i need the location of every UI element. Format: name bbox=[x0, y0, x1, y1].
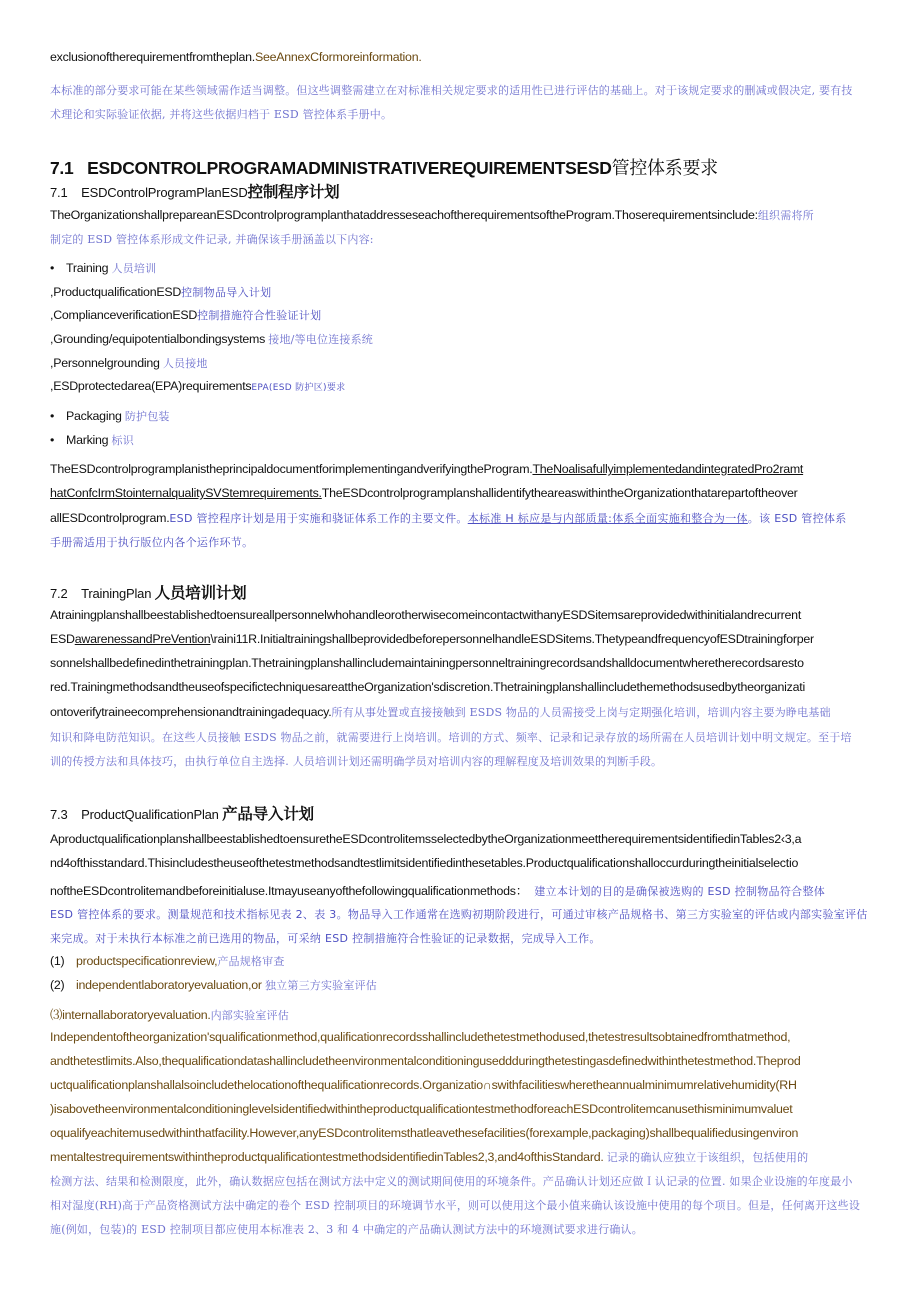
subsection-7-2-number: 7.2 bbox=[50, 586, 68, 601]
bullet-marker: • bbox=[50, 409, 55, 423]
program-item-en: ProductqualificationESD bbox=[53, 285, 182, 299]
program-item-en: ESDprotectedarea(EPA)requirements bbox=[53, 379, 252, 393]
principal-doc-cn-underlined: 本标准 H 标应是与内部质量:体系全面实施和整合为一体 bbox=[467, 512, 748, 525]
principal-doc-underlined: hatConfcIrmStointernalqualitySVStemrequirements. bbox=[50, 486, 322, 500]
program-item-cn: 控制物品导入计划 bbox=[181, 286, 272, 299]
method-en: internallaboratoryevaluation. bbox=[62, 1008, 211, 1022]
records-cn-line-7: 检测方法、结果和检测限度，此外，确认数据应包括在测试方法中定义的测试期间使用的环境条件。产品确认计划还应做Ｉ认记录的位置. 如果企业设施的年度最小 bbox=[50, 1175, 853, 1188]
program-item-cn: 控制措施符合性验证计划 bbox=[197, 309, 322, 322]
principal-doc-line-2 bbox=[50, 486, 880, 500]
method-item bbox=[50, 953, 880, 969]
principal-doc-text: allESDcontrolprogram. bbox=[50, 511, 170, 525]
subsection-7-1-number: 7.1 bbox=[50, 185, 68, 200]
subsection-7-1-title-cn: 控制程序计划 bbox=[247, 183, 340, 201]
list-marker: , bbox=[50, 332, 54, 346]
intro-line-1 bbox=[50, 50, 880, 64]
method-marker: (2) bbox=[50, 978, 65, 992]
program-item-en: Personnelgrounding bbox=[53, 356, 160, 370]
intro-cn-line-1: 本标准的部分要求可能在某些领域需作适当调整。但这些调整需建立在对标准相关规定要求的适用性已进行评估的基础上。对于该规定要求的删减或假决定, 要有技 bbox=[50, 84, 853, 97]
principal-doc-cn-line-4: 手册需适用于执行版位内各个运作环节。 bbox=[50, 536, 254, 549]
program-item-cn: 防护包装 bbox=[124, 410, 170, 423]
bullet-marker: • bbox=[50, 261, 55, 275]
list-marker: , bbox=[50, 356, 54, 370]
records-cn-line-9: 施(例如，包装)的 ESD 控制项目都应使用本标准表 2、3 和 4 中确定的产品确认测试方法中的环境测试要求进行确认。 bbox=[50, 1223, 643, 1236]
program-item-en: Marking bbox=[66, 433, 109, 447]
program-item-en: Packaging bbox=[66, 409, 122, 423]
plan-para-en: TheOrganizationshallprepareanESDcontrolprogramplanthataddresseseachoftherequirementsoftheProgram.Thoserequirementsinclude: bbox=[50, 208, 758, 222]
intro-cn-line-2: 术理论和实际验证依据, 并将这些依据归档于 ESD 管控体系手册中。 bbox=[50, 108, 393, 121]
method-marker: ⑶ bbox=[50, 1008, 63, 1022]
records-line-3: uctqualificationplanshallalsoincludethelocationofthequalificationrecords.Organizatio∩swithfacilitieswheretheannualminimumrelativehumidity(RH bbox=[50, 1078, 797, 1092]
qualification-line-2: nd4ofthisstandard.Thisincludestheuseofthetestmethodsandtestlimitsidentifiedinthesetables.Productqualificationshalloccurduringtheinitialselectio bbox=[50, 856, 799, 870]
subsection-7-3-heading bbox=[50, 802, 880, 824]
plan-para-line-1 bbox=[50, 207, 880, 223]
qualification-line-3 bbox=[50, 881, 880, 899]
method-cn: 独立第三方实验室评估 bbox=[264, 979, 377, 992]
method-marker: (1) bbox=[50, 954, 65, 968]
list-marker: , bbox=[50, 379, 54, 393]
principal-doc-line-1 bbox=[50, 462, 880, 476]
plan-para-cn-line-2: 制定的 ESD 管控体系形成文件记录, 并确保该手册涵盖以下内容: bbox=[50, 233, 374, 246]
subsection-7-2-title-en: TrainingPlan bbox=[81, 586, 152, 601]
training-cn-line-6: 知识和降电防范知识。在这些人员接触 ESDS 物品之前，就需要进行上岗培训。培训的方式、频率、记录和记录存放的场所需在人员培训计划中明文规定。至于培 bbox=[50, 731, 852, 744]
plan-para-cn-tail: 组织需将所 bbox=[757, 209, 814, 222]
qualification-cn-line-5: 来完成。对于未执行本标准之前已选用的物品，可采纳 ESD 控制措施符合性验证的记录数据，完成导入工作。 bbox=[50, 932, 601, 945]
method-cn: 产品规格审查 bbox=[217, 955, 285, 968]
principal-doc-line-3 bbox=[50, 510, 880, 526]
intro-text: exclusionoftherequirementfromtheplan. bbox=[50, 50, 255, 64]
qualification-cn-line-4: ESD 管控体系的要求。测量规范和技术指标见表 2、表 3。物品导入工作通常在选购初期阶段进行，可通过审核产品规格书、第三方实验室的评估或内部实验室评估 bbox=[50, 908, 868, 921]
records-line-5: oqualifyeachitemusedwithinthatfacility.However,anyESDcontrolitemsthatleavethesefacilities(forexample,packaging)shallbequalifiedusingenviron bbox=[50, 1126, 799, 1140]
program-item-cn: 人员培训 bbox=[111, 262, 157, 275]
bullet-marker: • bbox=[50, 433, 55, 447]
training-text: ESD bbox=[50, 632, 75, 646]
principal-doc-cn: 。该 ESD 管控体系 bbox=[747, 512, 847, 525]
training-underlined: awarenessandPreVention bbox=[74, 632, 211, 646]
program-item-cn: EPA(ESD 防护区)要求 bbox=[251, 383, 346, 393]
program-item-cn: 接地/等电位连接系统 bbox=[268, 333, 373, 346]
program-item-en: ComplianceverificationESD bbox=[53, 308, 198, 322]
method-en: independentlaboratoryevaluation,or bbox=[76, 978, 262, 992]
list-marker: , bbox=[50, 308, 54, 322]
subsection-7-3-number: 7.3 bbox=[50, 807, 68, 822]
qualification-text: noftheESDcontrolitemandbeforeinitialuse.Itmayuseanyofthefollowingqualificationmethods： bbox=[50, 884, 528, 898]
annex-reference-link[interactable]: SeeAnnexCformoreinformation. bbox=[254, 50, 422, 64]
principal-doc-underlined: TheNoalisafullyimplementedandintegratedPro2ramt bbox=[532, 462, 804, 476]
program-item-en: Training bbox=[66, 261, 109, 275]
records-text: mentaltestrequirementswithintheproductqualificationtestmethodsidentifiedinTables2,3,and4ofthisStandard. bbox=[50, 1150, 604, 1164]
program-item bbox=[50, 260, 880, 276]
section-7-number: 7.1 bbox=[50, 158, 74, 178]
program-item-cn: 标识 bbox=[111, 434, 134, 447]
method-en: productspecificationreview, bbox=[76, 954, 218, 968]
qualification-line-1: AproductqualificationplanshallbeestablishedtoensuretheESDcontrolitemsselectedbytheOrganizationmeettherequirementsidentifiedinTables2‹3,a bbox=[50, 832, 802, 846]
section-7-heading bbox=[50, 154, 880, 180]
training-text: ontoverifytraineecomprehensionandtrainingadequacy. bbox=[50, 705, 332, 719]
training-cn: 所有从事处置或直接接触到 ESDS 物品的人员需接受上岗与定期强化培训，培训内容主要为睁电基础 bbox=[331, 706, 831, 719]
method-item bbox=[50, 1005, 880, 1023]
training-cn-line-7: 训的传授方法和具体技巧，由执行单位自主选择. 人员培训计划还需明确学员对培训内容的理解程度及培训效果的判断手段。 bbox=[50, 755, 663, 768]
section-7-title-cn: 管控体系要求 bbox=[611, 158, 718, 179]
subsection-7-3-title-en: ProductQualificationPlan bbox=[81, 807, 219, 822]
program-item bbox=[50, 408, 880, 424]
list-marker: , bbox=[50, 285, 54, 299]
program-item bbox=[50, 379, 880, 393]
records-cn-line-8: 相对湿度(RH)高于产品资格测试方法中确定的卷个 ESD 控制项目的环境调节水平，则可以使用这个最小值来确认该设施中使用的每个项目。但是，任何离开这些设 bbox=[50, 1199, 861, 1212]
method-item bbox=[50, 977, 880, 993]
principal-doc-text: TheESDcontrolprogramplanshallidentifytheareaswithintheOrganizationthatarepartoftheover bbox=[321, 486, 798, 500]
qualification-cn: 建立本计划的目的是确保被选购的 ESD 控制物品符合整体 bbox=[534, 885, 826, 898]
section-7-title-en: ESDCONTROLPROGRAMADMINISTRATIVEREQUIREMENTSESD bbox=[87, 158, 612, 178]
program-item bbox=[50, 284, 880, 300]
records-line-6 bbox=[50, 1149, 880, 1165]
training-line-4: red.TrainingmethodsandtheuseofspecifictechniquesareattheOrganization'sdiscretion.Thetrainingplanshallincludethemethodsusedbytheorganizati bbox=[50, 680, 805, 694]
records-cn: 记录的确认应独立于该组织，包括使用的 bbox=[606, 1151, 809, 1164]
records-line-1: Independentoftheorganization'squalificationmethod,qualificationrecordsshallincludethetestmethodused,thetestresultsobtainedfromthatmethod, bbox=[50, 1030, 791, 1044]
subsection-7-1-title-en: ESDControlProgramPlanESD bbox=[81, 185, 248, 200]
training-line-5 bbox=[50, 704, 880, 720]
principal-doc-cn: ESD 管控程序计划是用于实施和骁证体系工作的主要文件。 bbox=[169, 512, 468, 525]
program-item-en: Grounding/equipotentialbondingsystems bbox=[53, 332, 266, 346]
subsection-7-3-title-cn: 产品导入计划 bbox=[222, 805, 314, 823]
training-line-3: sonnelshallbedefinedinthetrainingplan.Thetrainingplanshallincludemaintainingpersonneltrainingrecordsandshalldocumentwheretherecordsaresto bbox=[50, 656, 804, 670]
subsection-7-1-heading bbox=[50, 180, 880, 202]
program-item bbox=[50, 331, 880, 347]
method-cn: 内部实验室评估 bbox=[210, 1009, 289, 1022]
records-line-2: andthetestlimits.Also,thequalificationdatashallincludetheenvironmentalconditioninguseddduringthetestingasdefinedwithinthetestmethod.Theprod bbox=[50, 1054, 801, 1068]
subsection-7-2-title-cn: 人员培训计划 bbox=[154, 584, 247, 602]
program-item bbox=[50, 432, 880, 448]
training-line-1: AtrainingplanshallbeestablishedtoensureallpersonnelwhohandleorotherwisecomeincontactwithanyESDSitemsareprovidedwithinitialandrecurrent bbox=[50, 608, 802, 622]
subsection-7-2-heading bbox=[50, 581, 880, 603]
program-item-cn: 人员接地 bbox=[162, 357, 208, 370]
principal-doc-text: TheESDcontrolprogramplanistheprincipaldocumentforimplementingandverifyingtheProgram. bbox=[50, 462, 533, 476]
program-item bbox=[50, 307, 880, 323]
training-line-2 bbox=[50, 632, 880, 646]
training-text: \raini11R.InitialtrainingshallbeprovidedbeforepersonnelhandleESDSitems.ThetypeandfrequencyofESDtrainingforper bbox=[210, 632, 814, 646]
program-item bbox=[50, 355, 880, 371]
records-line-4: )isabovetheenvironmentalconditioninglevelsidentifiedwithintheproductqualificationtestmethodforeachESDcontrolitemcanusethisminimumvaluet bbox=[50, 1102, 793, 1116]
